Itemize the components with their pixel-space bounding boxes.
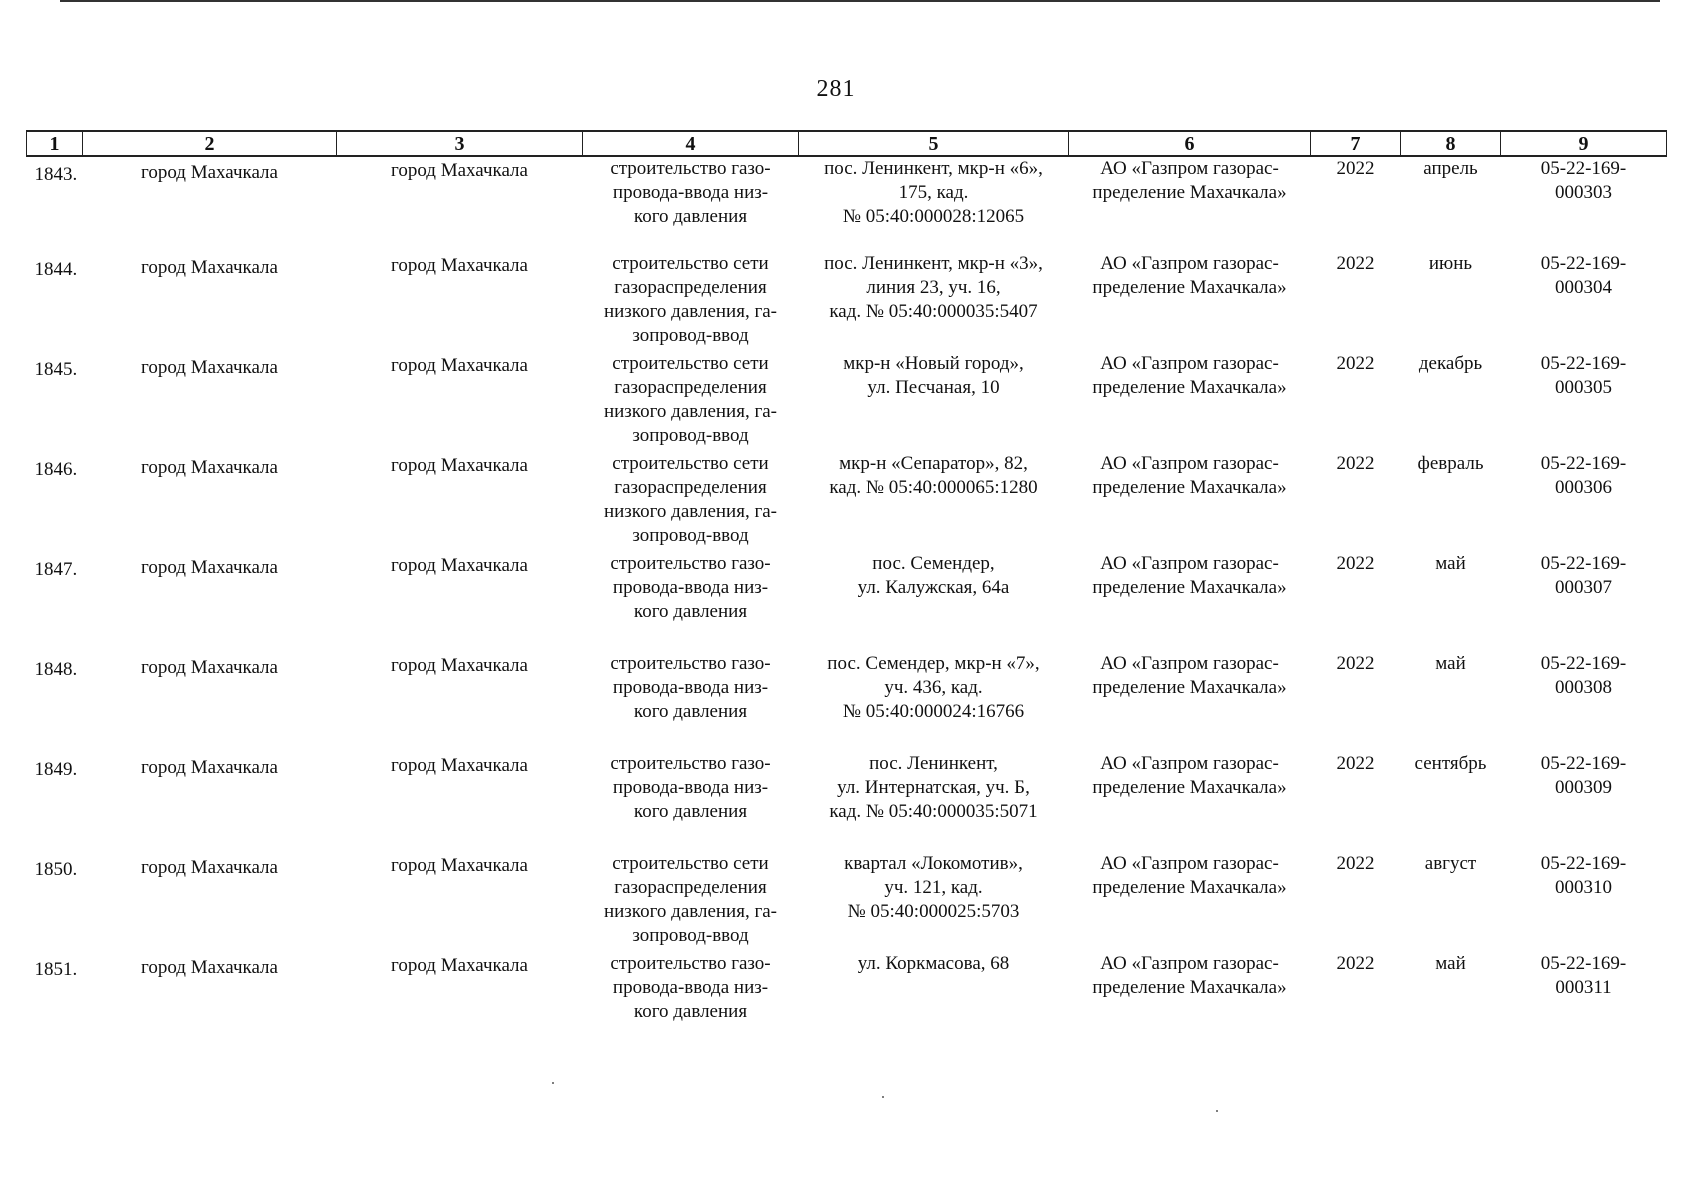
scan-speck	[1216, 1110, 1218, 1112]
address-cell: пос. Ленинкент, мкр-н «6», 175, кад. № 05:40:000028:12065	[824, 158, 1043, 227]
registry-code-cell: 05-22-169- 000306	[1540, 453, 1627, 498]
work-description-cell: строительство газо- провода-ввода низ- кого давления	[610, 653, 771, 722]
registry-code-cell: 05-22-169- 000305	[1540, 353, 1627, 398]
year-cell: 2022	[1336, 453, 1375, 474]
registry-code-cell: 05-22-169- 000311	[1540, 953, 1627, 998]
year-cell: 2022	[1336, 953, 1375, 974]
month-cell: май	[1435, 953, 1466, 974]
table-row	[27, 752, 1667, 852]
settlement-cell: город Махачкала	[391, 555, 528, 576]
month-cell: июнь	[1428, 253, 1473, 274]
settlement-cell: город Махачкала	[391, 255, 528, 276]
settlement-cell: город Махачкала	[391, 755, 528, 776]
year-cell: 2022	[1336, 353, 1375, 374]
municipality-cell: город Махачкала	[141, 957, 278, 978]
year-cell: 2022	[1336, 553, 1375, 574]
address-cell: мкр-н «Новый город», ул. Песчаная, 10	[843, 353, 1024, 398]
table-header	[27, 131, 1667, 156]
row-number-cell: 1850.	[34, 859, 78, 880]
municipality-cell: город Махачкала	[141, 162, 278, 183]
table-row	[27, 952, 1667, 1052]
settlement-cell: город Махачкала	[391, 855, 528, 876]
registry-code-cell: 05-22-169- 000310	[1540, 853, 1627, 898]
municipality-cell: город Махачкала	[141, 557, 278, 578]
work-description-cell: строительство сети газораспределения низкого давления, га- зопровод-ввод	[603, 853, 778, 946]
settlement-cell: город Махачкала	[391, 160, 528, 181]
month-cell: февраль	[1417, 453, 1484, 474]
scan-speck	[882, 1096, 884, 1098]
organization-cell: АО «Газпром газорас- пределение Махачкала»	[1092, 853, 1287, 898]
address-cell: пос. Семендер, мкр-н «7», уч. 436, кад. № 05:40:000024:16766	[827, 653, 1040, 722]
month-cell: сентябрь	[1414, 753, 1487, 774]
column-header-7: 7	[1311, 131, 1401, 156]
year-cell: 2022	[1336, 158, 1375, 179]
municipality-cell: город Махачкала	[141, 757, 278, 778]
table-row	[27, 652, 1667, 752]
row-number-cell: 1843.	[34, 164, 78, 185]
column-header-8: 8	[1401, 131, 1501, 156]
municipality-cell: город Махачкала	[141, 357, 278, 378]
address-cell: квартал «Локомотив», уч. 121, кад. № 05:40:000025:5703	[844, 853, 1023, 922]
column-header-1: 1	[27, 131, 83, 156]
row-number-cell: 1846.	[34, 459, 78, 480]
register-table	[26, 130, 1667, 1052]
municipality-cell: город Махачкала	[141, 257, 278, 278]
work-description-cell: строительство газо- провода-ввода низ- кого давления	[610, 753, 771, 822]
municipality-cell: город Махачкала	[141, 457, 278, 478]
page-number: 281	[816, 76, 856, 102]
row-number-cell: 1848.	[34, 659, 78, 680]
settlement-cell: город Махачкала	[391, 955, 528, 976]
column-header-9: 9	[1501, 131, 1667, 156]
month-cell: август	[1424, 853, 1477, 874]
municipality-cell: город Махачкала	[141, 857, 278, 878]
address-cell: ул. Коркмасова, 68	[857, 953, 1010, 974]
registry-code-cell: 05-22-169- 000308	[1540, 653, 1627, 698]
table-row	[27, 852, 1667, 952]
column-header-6: 6	[1069, 131, 1311, 156]
table-body	[27, 156, 1667, 1052]
column-header-4: 4	[583, 131, 799, 156]
municipality-cell: город Махачкала	[141, 657, 278, 678]
table-row	[27, 352, 1667, 452]
address-cell: пос. Ленинкент, ул. Интернатская, уч. Б, кад. № 05:40:000035:5071	[829, 753, 1038, 822]
address-cell: мкр-н «Сепаратор», 82, кад. № 05:40:000065:1280	[829, 453, 1038, 498]
table-row	[27, 452, 1667, 552]
address-cell: пос. Ленинкент, мкр-н «3», линия 23, уч. 16, кад. № 05:40:000035:5407	[824, 253, 1043, 322]
work-description-cell: строительство газо- провода-ввода низ- кого давления	[610, 553, 771, 622]
settlement-cell: город Махачкала	[391, 455, 528, 476]
registry-code-cell: 05-22-169- 000304	[1540, 253, 1627, 298]
registry-code-cell: 05-22-169- 000309	[1540, 753, 1627, 798]
work-description-cell: строительство газо- провода-ввода низ- кого давления	[610, 953, 771, 1022]
organization-cell: АО «Газпром газорас- пределение Махачкала»	[1092, 353, 1287, 398]
scan-top-border	[60, 0, 1660, 2]
table-row	[27, 156, 1667, 252]
organization-cell: АО «Газпром газорас- пределение Махачкала»	[1092, 953, 1287, 998]
organization-cell: АО «Газпром газорас- пределение Махачкала»	[1092, 653, 1287, 698]
organization-cell: АО «Газпром газорас- пределение Махачкала»	[1092, 253, 1287, 298]
scan-speck	[552, 1082, 554, 1084]
column-header-2: 2	[83, 131, 337, 156]
row-number-cell: 1849.	[34, 759, 78, 780]
registry-code-cell: 05-22-169- 000303	[1540, 158, 1627, 203]
month-cell: май	[1435, 553, 1466, 574]
row-number-cell: 1851.	[34, 959, 78, 980]
year-cell: 2022	[1336, 653, 1375, 674]
settlement-cell: город Махачкала	[391, 355, 528, 376]
column-header-5: 5	[799, 131, 1069, 156]
work-description-cell: строительство газо- провода-ввода низ- кого давления	[610, 158, 771, 227]
organization-cell: АО «Газпром газорас- пределение Махачкала»	[1092, 158, 1287, 203]
address-cell: пос. Семендер, ул. Калужская, 64а	[857, 553, 1010, 598]
work-description-cell: строительство сети газораспределения низкого давления, га- зопровод-ввод	[603, 453, 778, 546]
year-cell: 2022	[1336, 753, 1375, 774]
year-cell: 2022	[1336, 853, 1375, 874]
organization-cell: АО «Газпром газорас- пределение Махачкала»	[1092, 553, 1287, 598]
organization-cell: АО «Газпром газорас- пределение Махачкала»	[1092, 453, 1287, 498]
column-header-3: 3	[337, 131, 583, 156]
year-cell: 2022	[1336, 253, 1375, 274]
header-row	[27, 131, 1667, 156]
row-number-cell: 1847.	[34, 559, 78, 580]
month-cell: апрель	[1423, 158, 1478, 179]
table-row	[27, 552, 1667, 652]
work-description-cell: строительство сети газораспределения низкого давления, га- зопровод-ввод	[603, 353, 778, 446]
month-cell: декабрь	[1418, 353, 1483, 374]
registry-code-cell: 05-22-169- 000307	[1540, 553, 1627, 598]
row-number-cell: 1844.	[34, 259, 78, 280]
month-cell: май	[1435, 653, 1466, 674]
settlement-cell: город Махачкала	[391, 655, 528, 676]
organization-cell: АО «Газпром газорас- пределение Махачкала»	[1092, 753, 1287, 798]
row-number-cell: 1845.	[34, 359, 78, 380]
work-description-cell: строительство сети газораспределения низкого давления, га- зопровод-ввод	[603, 253, 778, 346]
table-row	[27, 252, 1667, 352]
